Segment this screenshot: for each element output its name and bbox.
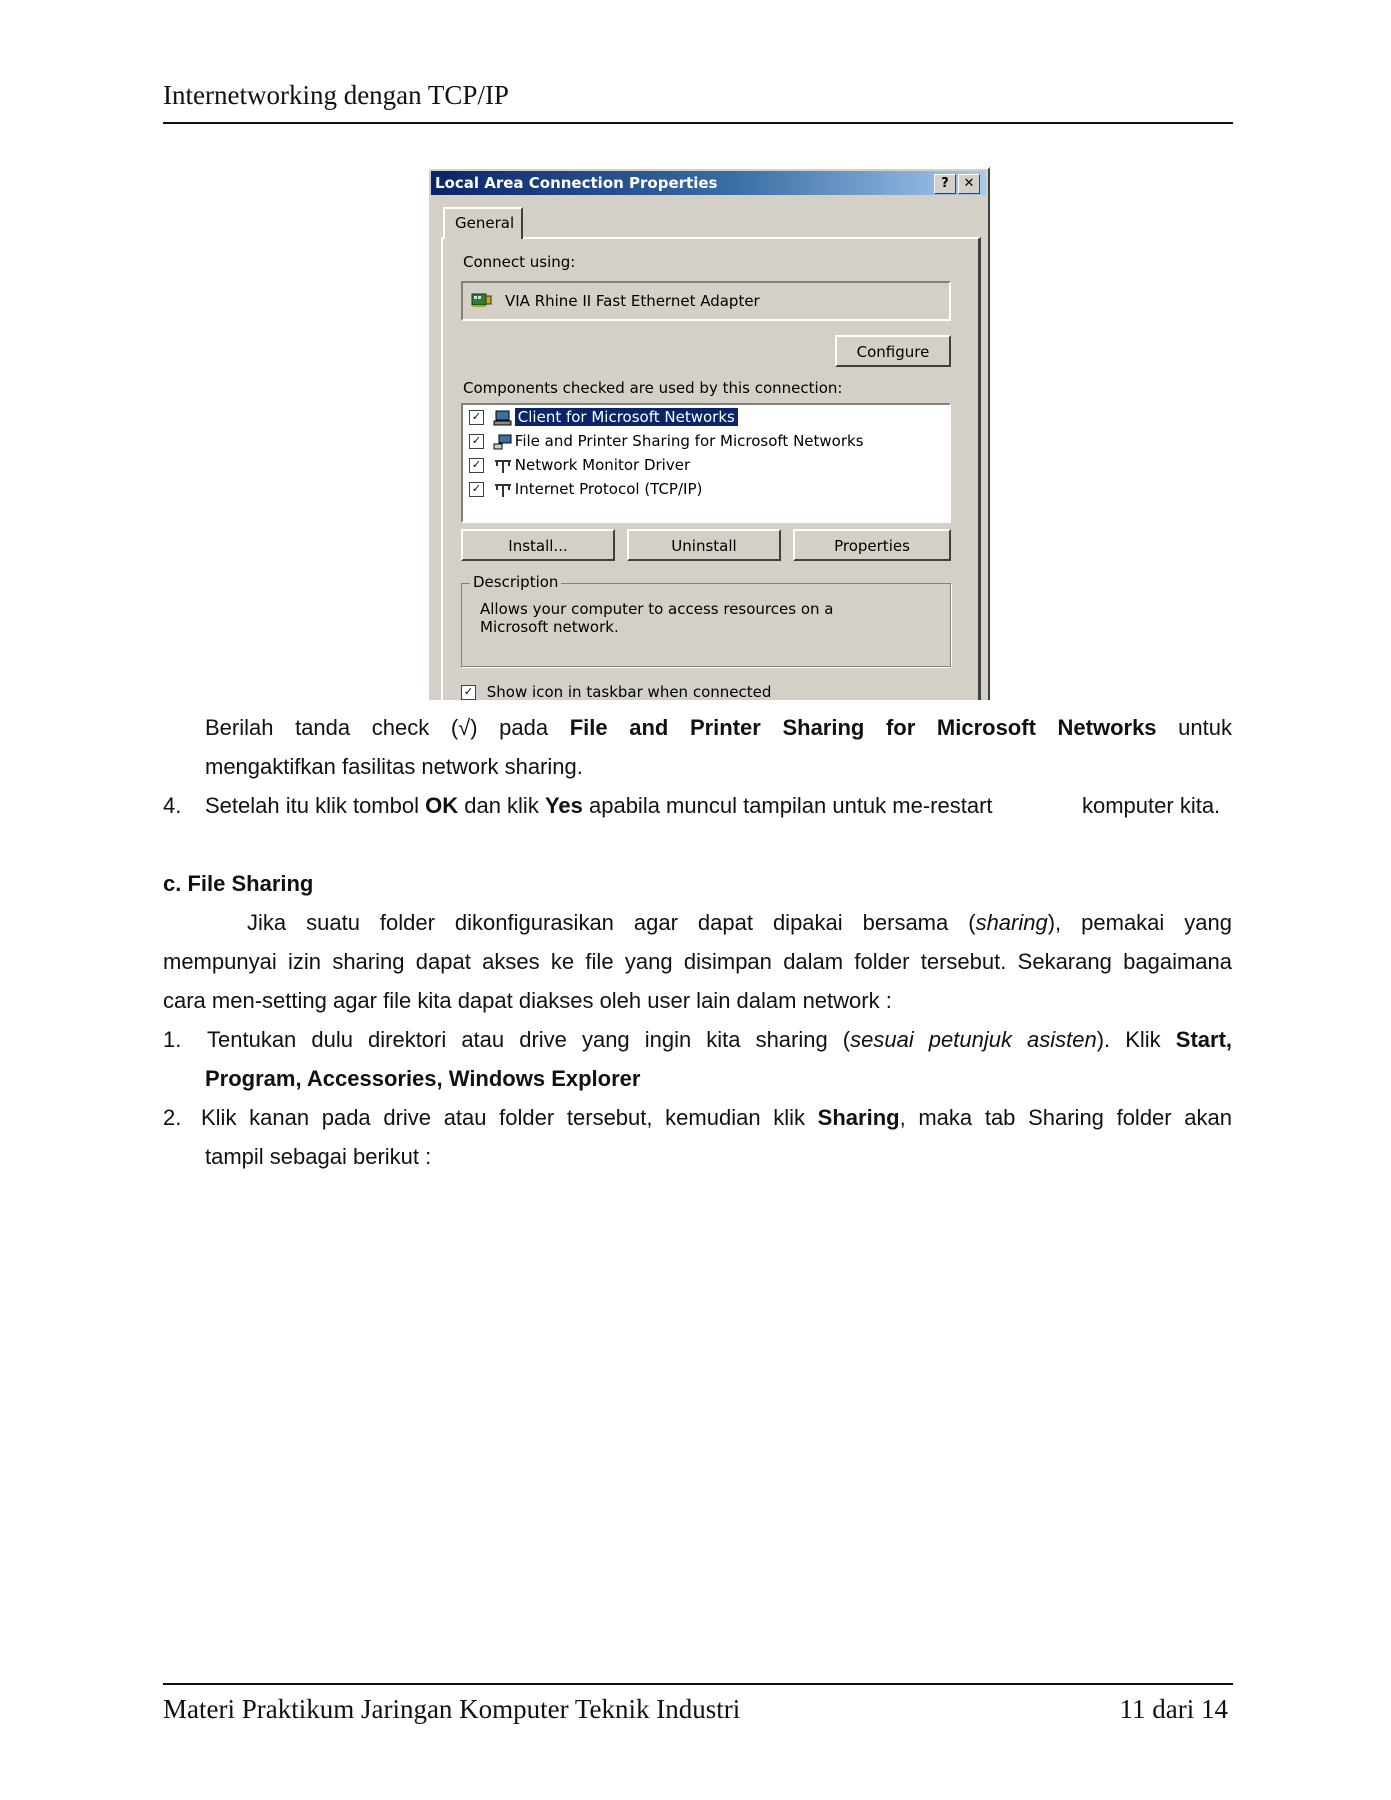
text-run: Klik kanan pada drive atau folder tersebut, kemudian klik: [201, 1105, 818, 1130]
bold-text: File and Printer Sharing for Microsoft Networks: [569, 715, 1157, 740]
text-run: Setelah itu klik tombol: [205, 793, 426, 818]
footer-title: Materi Praktikum Jaringan Komputer Teknik Industri: [163, 1694, 741, 1724]
footer-rule: [163, 1683, 1233, 1685]
component-label: Client for Microsoft Networks: [515, 408, 738, 426]
text-run: ). Klik: [1096, 1027, 1176, 1052]
network-adapter-icon: [471, 291, 493, 313]
tab-panel-general: [441, 237, 981, 700]
text-run: Berilah tanda check (√) pada: [205, 715, 570, 740]
bold-text: OK: [425, 793, 459, 818]
dialog-titlebar: [431, 171, 986, 195]
step-4-text: [205, 786, 1230, 825]
checkbox-show-icon[interactable]: ✓: [461, 685, 476, 700]
list-item[interactable]: [469, 456, 690, 478]
text-run: Tentukan dulu direktori atau drive yang ingin kita sharing (: [207, 1027, 851, 1052]
component-label: Internet Protocol (TCP/IP): [514, 480, 703, 498]
configure-button[interactable]: Configure: [835, 335, 951, 367]
step-1-line2: Program, Accessories, Windows Explorer: [205, 1066, 641, 1091]
uninstall-button[interactable]: Uninstall: [627, 529, 781, 561]
step-2-line1: [201, 1098, 1232, 1137]
step-1-line1: [207, 1020, 1232, 1059]
sharing-service-icon: [493, 434, 513, 450]
protocol-icon: [493, 482, 513, 498]
component-label: File and Printer Sharing for Microsoft Networks: [514, 432, 864, 450]
bold-text: Yes: [544, 793, 583, 818]
description-text: Allows your computer to access resources on a Microsoft network.: [480, 600, 834, 636]
step-4-number: 4.: [163, 793, 182, 818]
properties-button[interactable]: Properties: [793, 529, 951, 561]
components-label: Components checked are used by this connection:: [463, 379, 843, 397]
show-icon-label: Show icon in taskbar when connected: [486, 683, 772, 700]
bold-text: Sharing: [817, 1105, 900, 1130]
local-area-connection-dialog: [427, 167, 990, 700]
text-run: komputer kita.: [1082, 793, 1221, 818]
text-run: Jika suatu folder dikonfigurasikan agar dapat dipakai bersama (: [247, 910, 976, 935]
intro-line2: mempunyai izin sharing dapat akses ke file yang disimpan dalam folder tersebut. Sekarang bagaimana: [163, 949, 1232, 974]
tab-general[interactable]: General: [443, 207, 523, 239]
bold-text: Start,: [1175, 1027, 1233, 1052]
list-item[interactable]: [469, 408, 738, 430]
italic-text: sesuai petunjuk asisten: [850, 1027, 1097, 1052]
checkbox-tcp-ip[interactable]: ✓: [469, 482, 484, 497]
components-list: [461, 403, 951, 523]
intro-line1: [163, 903, 1232, 942]
intro-line3: cara men-setting agar file kita dapat diakses oleh user lain dalam network :: [163, 988, 892, 1013]
text-run: untuk: [1178, 715, 1232, 740]
text-run: ), pemakai yang: [1047, 910, 1232, 935]
help-button[interactable]: ?: [934, 174, 956, 194]
checkbox-network-monitor[interactable]: ✓: [469, 458, 484, 473]
protocol-icon: [493, 458, 513, 474]
dialog-title: Local Area Connection Properties: [435, 174, 718, 192]
close-button[interactable]: ✕: [958, 174, 980, 194]
checkbox-file-printer-sharing[interactable]: ✓: [469, 434, 484, 449]
page-number: 11 dari 14: [1119, 1694, 1228, 1724]
italic-text: sharing: [975, 910, 1048, 935]
step-1-number: 1.: [163, 1027, 182, 1052]
check-instruction-line2: mengaktifkan fasilitas network sharing.: [205, 754, 583, 779]
page-footer: [163, 1694, 1228, 1725]
adapter-field: [461, 281, 951, 321]
step-2-line2: tampil sebagai berikut :: [205, 1144, 432, 1169]
component-label: Network Monitor Driver: [514, 456, 691, 474]
text-run: dan klik: [458, 793, 545, 818]
header-rule: [163, 122, 1233, 124]
description-legend: Description: [470, 573, 561, 591]
list-item[interactable]: [469, 432, 864, 454]
connect-using-label: Connect using:: [463, 253, 576, 271]
text-run: apabila muncul tampilan untuk me-restart: [582, 793, 993, 818]
install-button[interactable]: Install...: [461, 529, 615, 561]
step-2-number: 2.: [163, 1105, 182, 1130]
check-instruction-line1: [205, 708, 1232, 747]
page-header-title: Internetworking dengan TCP/IP: [163, 80, 509, 110]
text-run: , maka tab Sharing folder akan: [899, 1105, 1232, 1130]
description-group: [461, 573, 951, 667]
list-item[interactable]: [469, 480, 702, 502]
client-network-icon: [493, 410, 513, 426]
checkbox-client[interactable]: ✓: [469, 410, 484, 425]
show-icon-option[interactable]: [461, 683, 771, 700]
section-title: c. File Sharing: [163, 871, 314, 896]
adapter-name: VIA Rhine II Fast Ethernet Adapter: [505, 292, 760, 310]
